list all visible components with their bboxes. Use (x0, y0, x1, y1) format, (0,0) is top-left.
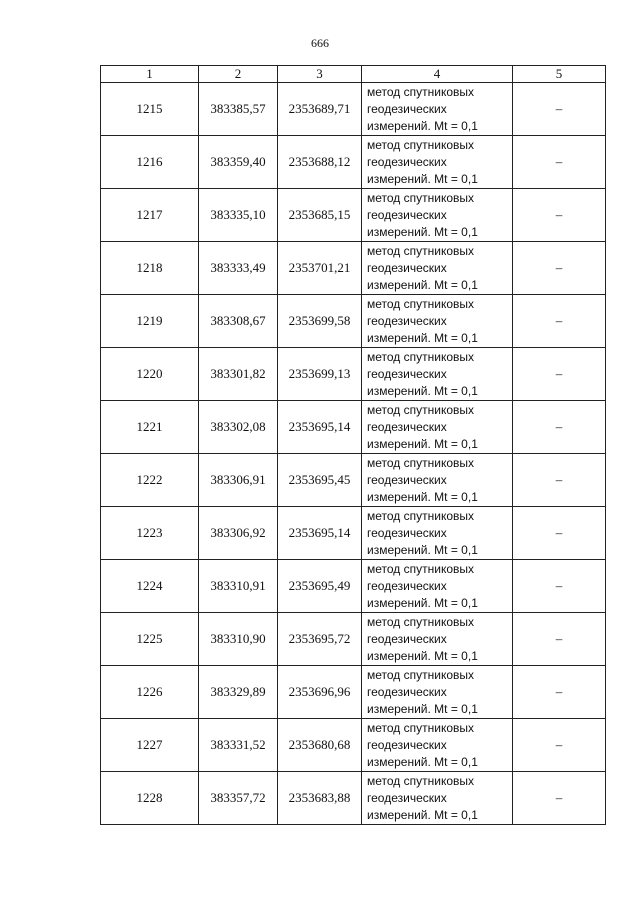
y-coordinate-cell: 2353695,45 (278, 454, 362, 507)
method-line: геодезических (367, 578, 447, 593)
method-cell (362, 454, 513, 507)
point-id-cell: 1219 (101, 295, 199, 348)
method-line: измерений. Mt = 0,1 (367, 330, 478, 345)
table-row (101, 560, 606, 613)
method-line: геодезических (367, 790, 447, 805)
point-id-cell: 1223 (101, 507, 199, 560)
table-row (101, 136, 606, 189)
point-id-cell: 1216 (101, 136, 199, 189)
x-coordinate-cell: 383310,91 (199, 560, 278, 613)
method-line: измерений. Mt = 0,1 (367, 542, 478, 557)
x-coordinate-cell: 383306,91 (199, 454, 278, 507)
method-line: метод спутниковых (367, 667, 475, 682)
method-line: измерений. Mt = 0,1 (367, 595, 478, 610)
y-coordinate-cell: 2353696,96 (278, 666, 362, 719)
note-cell: – (513, 772, 606, 825)
x-coordinate-cell: 383301,82 (199, 348, 278, 401)
method-line: измерений. Mt = 0,1 (367, 171, 478, 186)
column-header-3: 3 (278, 66, 362, 83)
method-line: измерений. Mt = 0,1 (367, 118, 478, 133)
note-cell: – (513, 401, 606, 454)
method-line: метод спутниковых (367, 614, 475, 629)
table-row (101, 401, 606, 454)
point-id-cell: 1220 (101, 348, 199, 401)
note-cell: – (513, 136, 606, 189)
point-id-cell: 1221 (101, 401, 199, 454)
x-coordinate-cell: 383331,52 (199, 719, 278, 772)
method-line: геодезических (367, 472, 447, 487)
point-id-cell: 1218 (101, 242, 199, 295)
x-coordinate-cell: 383302,08 (199, 401, 278, 454)
y-coordinate-cell: 2353689,71 (278, 83, 362, 136)
method-cell (362, 666, 513, 719)
note-cell: – (513, 189, 606, 242)
method-line: геодезических (367, 525, 447, 540)
x-coordinate-cell: 383310,90 (199, 613, 278, 666)
method-line: метод спутниковых (367, 773, 475, 788)
method-cell (362, 613, 513, 666)
x-coordinate-cell: 383329,89 (199, 666, 278, 719)
y-coordinate-cell: 2353683,88 (278, 772, 362, 825)
method-line: геодезических (367, 154, 447, 169)
method-line: геодезических (367, 313, 447, 328)
point-id-cell: 1217 (101, 189, 199, 242)
note-cell: – (513, 454, 606, 507)
method-cell (362, 772, 513, 825)
method-cell (362, 719, 513, 772)
x-coordinate-cell: 383335,10 (199, 189, 278, 242)
point-id-cell: 1222 (101, 454, 199, 507)
method-cell (362, 242, 513, 295)
point-id-cell: 1215 (101, 83, 199, 136)
method-line: метод спутниковых (367, 349, 475, 364)
method-cell (362, 348, 513, 401)
x-coordinate-cell: 383357,72 (199, 772, 278, 825)
y-coordinate-cell: 2353695,49 (278, 560, 362, 613)
method-line: геодезических (367, 419, 447, 434)
note-cell: – (513, 666, 606, 719)
method-line: измерений. Mt = 0,1 (367, 701, 478, 716)
x-coordinate-cell: 383333,49 (199, 242, 278, 295)
point-id-cell: 1228 (101, 772, 199, 825)
method-line: геодезических (367, 737, 447, 752)
table-header-row (101, 66, 606, 83)
table-row (101, 666, 606, 719)
note-cell: – (513, 560, 606, 613)
note-cell: – (513, 295, 606, 348)
y-coordinate-cell: 2353680,68 (278, 719, 362, 772)
table-row (101, 772, 606, 825)
point-id-cell: 1224 (101, 560, 199, 613)
method-line: измерений. Mt = 0,1 (367, 224, 478, 239)
method-line: геодезических (367, 366, 447, 381)
method-line: измерений. Mt = 0,1 (367, 277, 478, 292)
x-coordinate-cell: 383359,40 (199, 136, 278, 189)
y-coordinate-cell: 2353699,58 (278, 295, 362, 348)
method-line: геодезических (367, 260, 447, 275)
method-cell (362, 83, 513, 136)
x-coordinate-cell: 383385,57 (199, 83, 278, 136)
method-line: геодезических (367, 684, 447, 699)
column-header-2: 2 (199, 66, 278, 83)
method-line: метод спутниковых (367, 402, 475, 417)
method-line: измерений. Mt = 0,1 (367, 754, 478, 769)
column-header-1: 1 (101, 66, 199, 83)
y-coordinate-cell: 2353695,14 (278, 507, 362, 560)
table-row (101, 83, 606, 136)
note-cell: – (513, 507, 606, 560)
y-coordinate-cell: 2353695,14 (278, 401, 362, 454)
coordinates-table (100, 65, 606, 825)
method-cell (362, 136, 513, 189)
method-line: метод спутниковых (367, 84, 475, 99)
table-row (101, 189, 606, 242)
column-header-5: 5 (513, 66, 606, 83)
y-coordinate-cell: 2353688,12 (278, 136, 362, 189)
page-number: 666 (311, 36, 329, 50)
table-row (101, 242, 606, 295)
method-line: геодезических (367, 101, 447, 116)
method-cell (362, 189, 513, 242)
method-cell (362, 507, 513, 560)
x-coordinate-cell: 383306,92 (199, 507, 278, 560)
method-line: метод спутниковых (367, 561, 475, 576)
point-id-cell: 1227 (101, 719, 199, 772)
method-line: метод спутниковых (367, 190, 475, 205)
method-line: геодезических (367, 631, 447, 646)
method-line: измерений. Mt = 0,1 (367, 436, 478, 451)
y-coordinate-cell: 2353685,15 (278, 189, 362, 242)
method-line: метод спутниковых (367, 137, 475, 152)
note-cell: – (513, 613, 606, 666)
method-line: измерений. Mt = 0,1 (367, 383, 478, 398)
table-row (101, 613, 606, 666)
point-id-cell: 1226 (101, 666, 199, 719)
column-header-4: 4 (362, 66, 513, 83)
method-line: метод спутниковых (367, 296, 475, 311)
table-row (101, 295, 606, 348)
note-cell: – (513, 719, 606, 772)
method-line: измерений. Mt = 0,1 (367, 807, 478, 822)
note-cell: – (513, 83, 606, 136)
note-cell: – (513, 242, 606, 295)
method-line: метод спутниковых (367, 508, 475, 523)
method-cell (362, 560, 513, 613)
table-row (101, 348, 606, 401)
method-line: метод спутниковых (367, 243, 475, 258)
method-cell (362, 295, 513, 348)
y-coordinate-cell: 2353695,72 (278, 613, 362, 666)
x-coordinate-cell: 383308,67 (199, 295, 278, 348)
method-line: метод спутниковых (367, 455, 475, 470)
note-cell: – (513, 348, 606, 401)
table-row (101, 507, 606, 560)
method-line: метод спутниковых (367, 720, 475, 735)
method-line: измерений. Mt = 0,1 (367, 648, 478, 663)
method-line: измерений. Mt = 0,1 (367, 489, 478, 504)
y-coordinate-cell: 2353701,21 (278, 242, 362, 295)
table-row (101, 719, 606, 772)
y-coordinate-cell: 2353699,13 (278, 348, 362, 401)
method-line: геодезических (367, 207, 447, 222)
point-id-cell: 1225 (101, 613, 199, 666)
method-cell (362, 401, 513, 454)
table-row (101, 454, 606, 507)
